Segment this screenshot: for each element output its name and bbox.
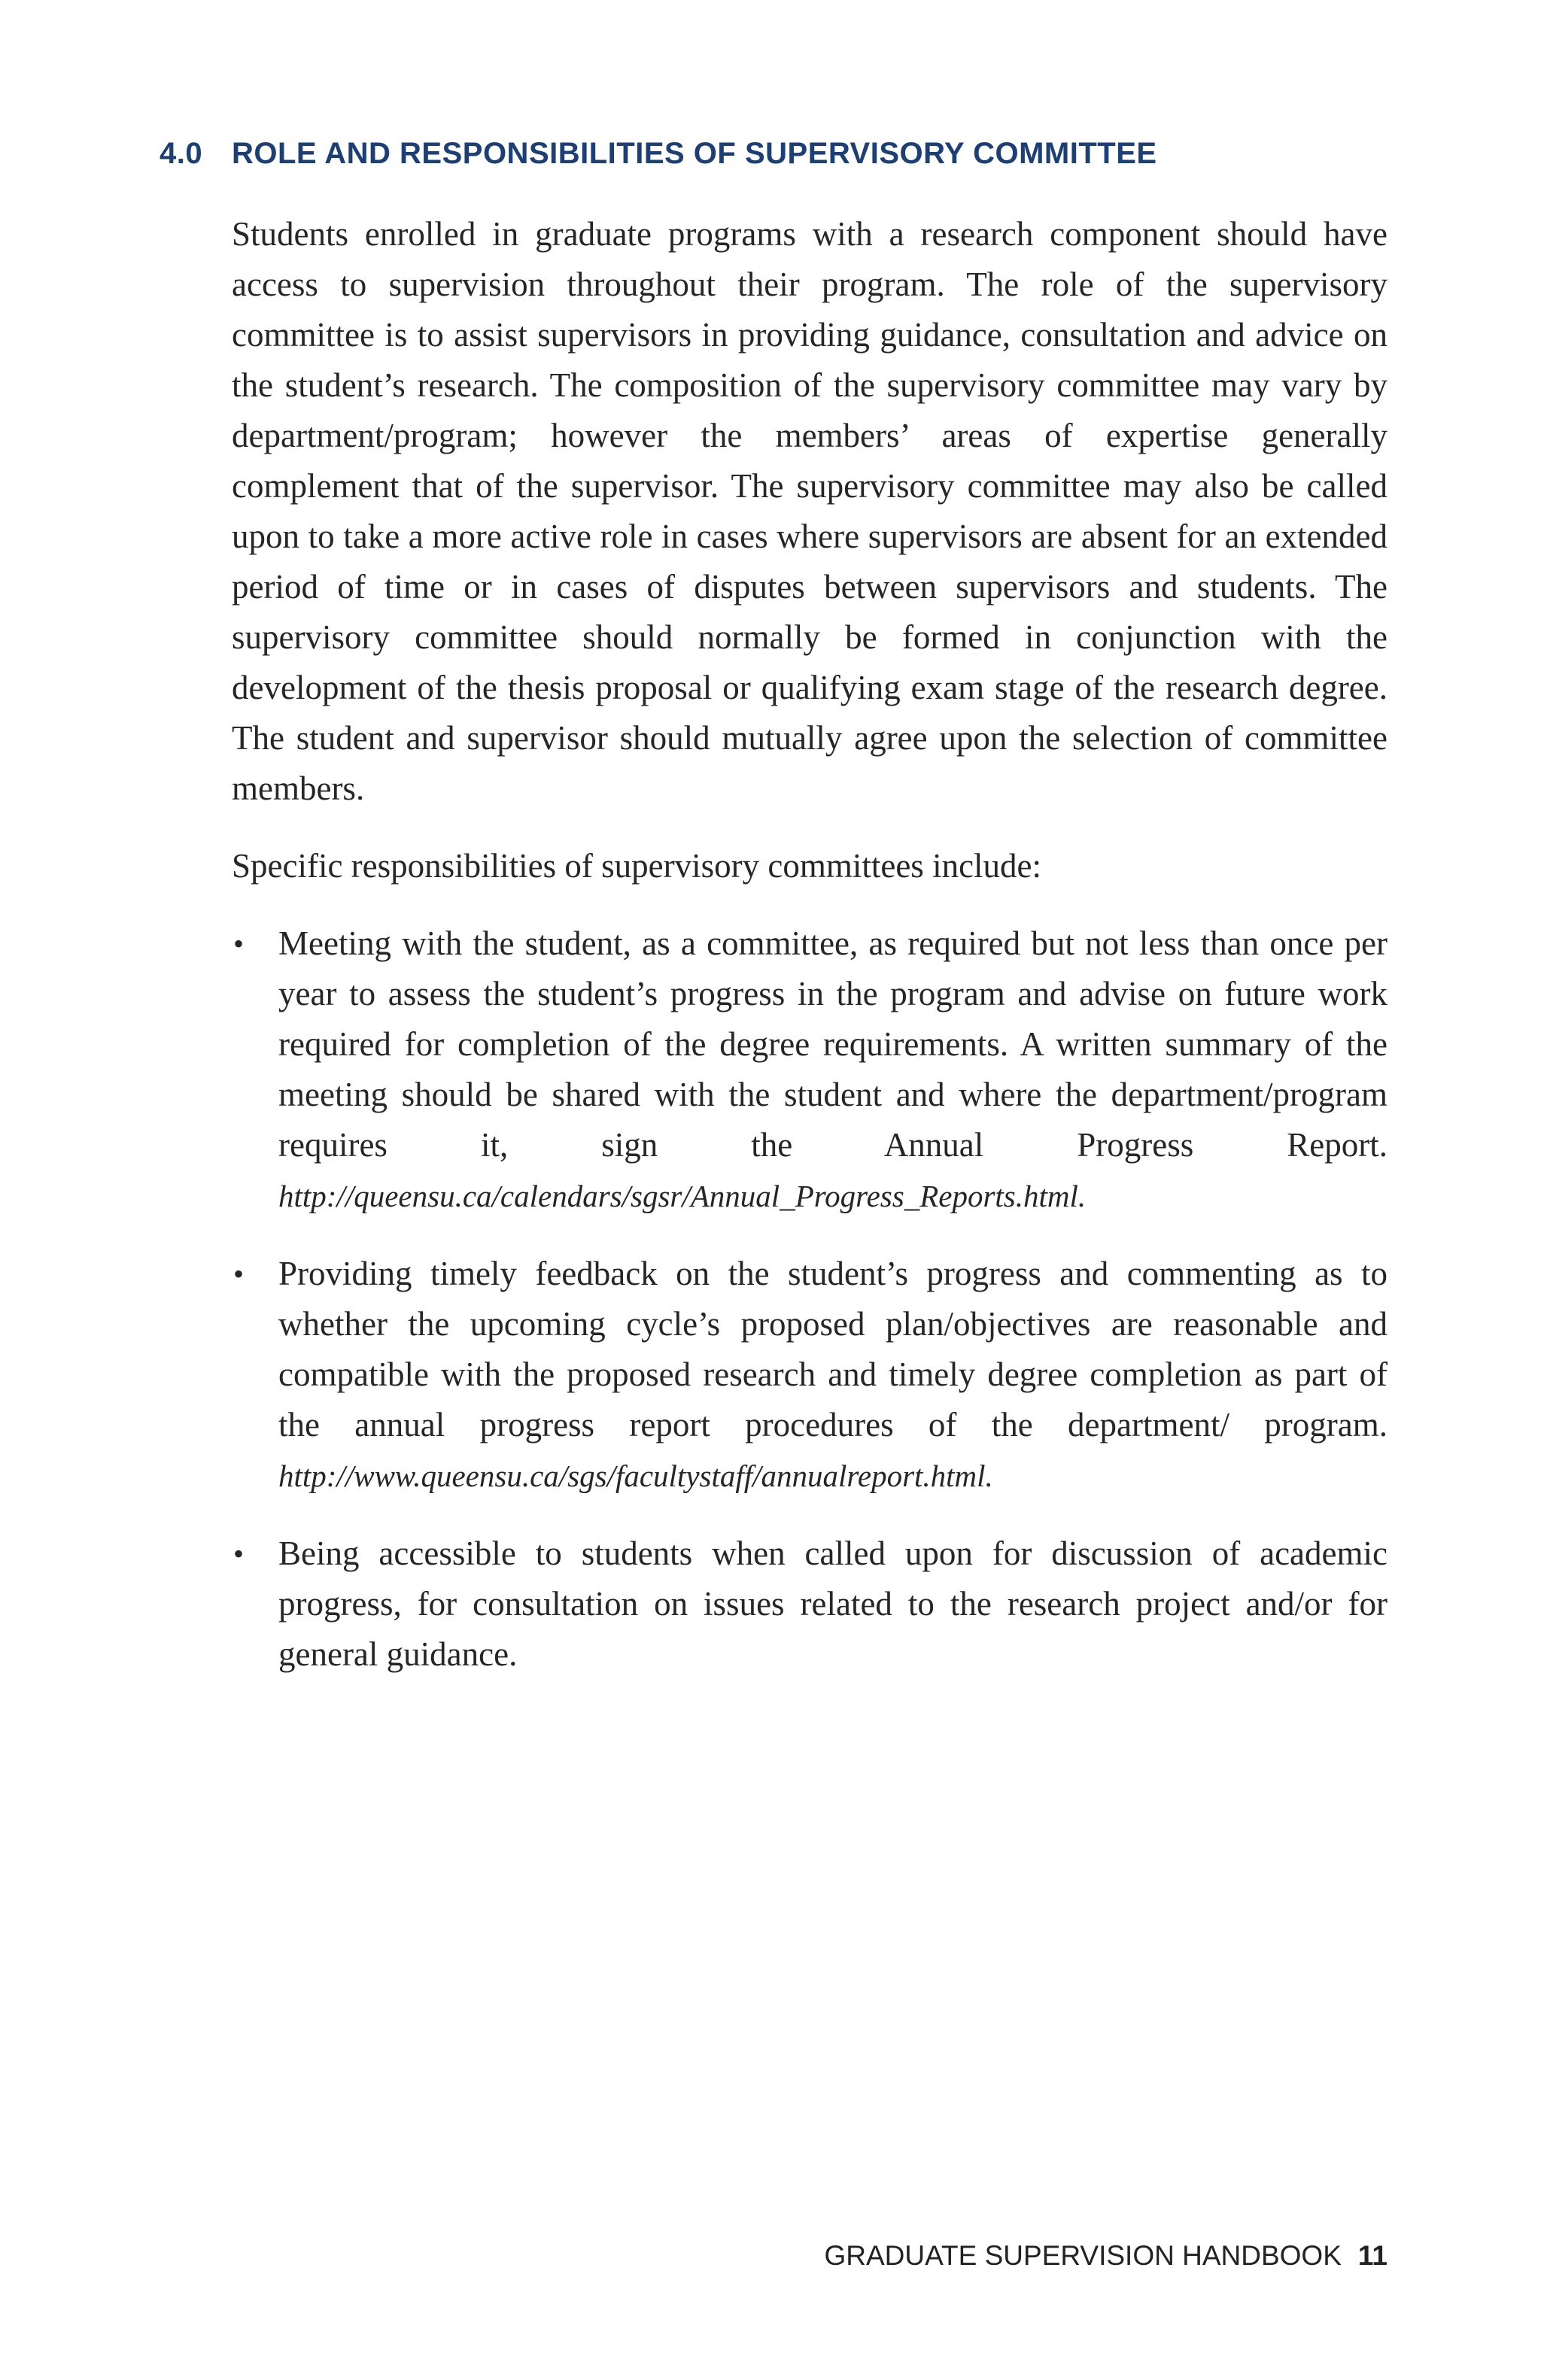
- bullet-icon: •: [233, 1257, 245, 1291]
- footer-title: GRADUATE SUPERVISION HANDBOOK: [824, 2240, 1342, 2271]
- bullet-icon: •: [233, 927, 245, 961]
- page-footer: [825, 2240, 1388, 2272]
- bullet-icon: •: [233, 1537, 245, 1571]
- section-heading: [160, 134, 1157, 173]
- annual-report-link[interactable]: http://www.queensu.ca/sgs/facultystaff/annualreport.html.: [278, 1459, 993, 1493]
- section-title: ROLE AND RESPONSIBILITIES OF SUPERVISORY COMMITTEE: [232, 137, 1157, 170]
- section-number: 4.0: [160, 137, 203, 170]
- page-number: 11: [1357, 2240, 1388, 2271]
- list-lead-text: Specific responsibilities of supervisory committees include:: [232, 847, 1042, 885]
- list-item: [232, 918, 1388, 1222]
- list-item-text: Providing timely feedback on the student’s progress and commenting as to whether the upcoming cycle’s proposed plan/objectives are reasonable and compatible with the proposed research and timely degree completion as part of the annual progress report procedures of the department/ program.: [278, 1255, 1388, 1443]
- list-item: [232, 1249, 1388, 1501]
- section-body: [232, 209, 1388, 1707]
- responsibilities-list: [232, 918, 1388, 1680]
- intro-paragraph: Students enrolled in graduate programs with a research component should have access to supervision throughout their program. The role of the supervisory committee is to assist supervisors in providing guidance, consultation and advice on the student’s research. The composition of the supervisory committee may vary by department/program; however the members’ areas of expertise generally complement that of the supervisor. The supervisory committee may also be called upon to take a more active role in cases where supervisors are absent for an extended period of time or in cases of disputes between supervisors and students. The supervisory committee should normally be formed in conjunction with the development of the thesis proposal or qualifying exam stage of the research degree. The student and supervisor should mutually agree upon the selection of committee members.: [232, 215, 1388, 807]
- list-item: [232, 1528, 1388, 1680]
- list-item-text: Meeting with the student, as a committee, as required but not less than once per year to assess the student’s progress in the program and advise on future work required for completion of the degree requirements. A written summary of the meeting should be shared with the student and where the department/program requires it, sign the Annual Progress Report.: [278, 924, 1388, 1164]
- annual-progress-reports-link[interactable]: http://queensu.ca/calendars/sgsr/Annual_Progress_Reports.html.: [278, 1179, 1087, 1213]
- list-item-text: Being accessible to students when called upon for discussion of academic progress, for consultation on issues related to the research project and/or for general guidance.: [278, 1535, 1388, 1673]
